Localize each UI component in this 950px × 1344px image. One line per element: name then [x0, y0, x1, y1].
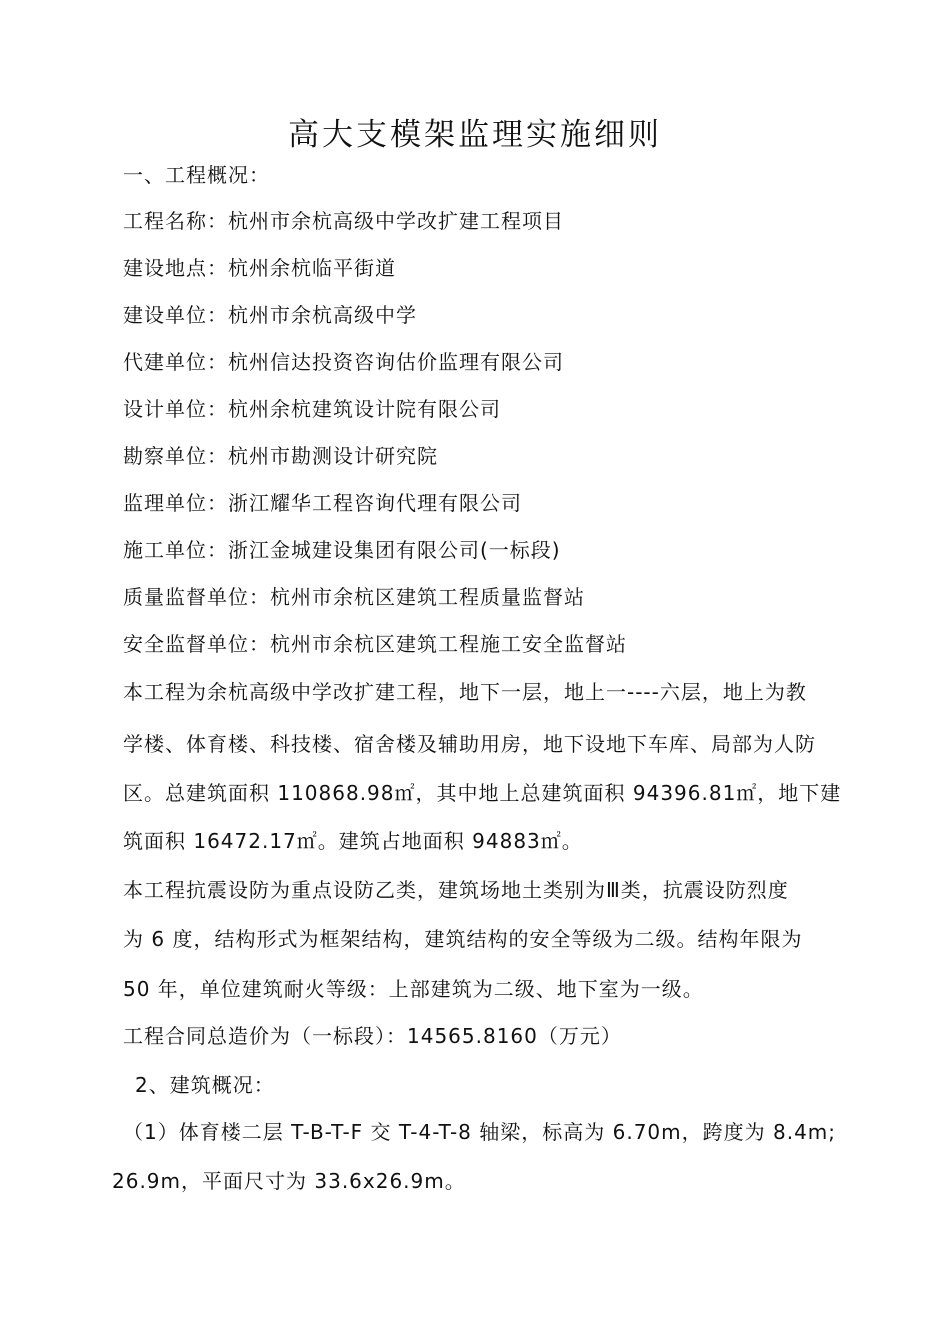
paragraph-line: 为 6 度，结构形式为框架结构，建筑结构的安全等级为二级。结构年限为	[123, 927, 803, 951]
project-info-contractor: 施工单位：浙江金城建设集团有限公司(一标段)	[123, 538, 561, 562]
project-info-owner: 建设单位：杭州市余杭高级中学	[123, 303, 417, 327]
section-heading-overview: 一、工程概况：	[123, 163, 270, 187]
paragraph-line: 本工程抗震设防为重点设防乙类，建筑场地土类别为Ⅲ类，抗震设防烈度	[123, 878, 789, 902]
paragraph-line: 学楼、体育楼、科技楼、宿舍楼及辅助用房，地下设地下车库、局部为人防	[123, 732, 816, 756]
paragraph-line: 本工程为余杭高级中学改扩建工程，地下一层，地上一----六层，地上为教	[123, 680, 807, 704]
paragraph-line: 50 年，单位建筑耐火等级：上部建筑为二级、地下室为一级。	[123, 977, 704, 1001]
paragraph-line: （1）体育楼二层 T-B-T-F 交 T-4-T-8 轴梁，标高为 6.70m，跨度为 8.4m;	[123, 1120, 837, 1144]
document-title: 高大支模架监理实施细则	[288, 117, 662, 153]
paragraph-line: 筑面积 16472.17㎡。建筑占地面积 94883㎡。	[123, 829, 583, 853]
project-info-name: 工程名称：杭州市余杭高级中学改扩建工程项目	[123, 209, 564, 233]
project-info-quality-supervision: 质量监督单位：杭州市余杭区建筑工程质量监督站	[123, 585, 585, 609]
contract-price: 工程合同总造价为（一标段）：14565.8160（万元）	[123, 1024, 622, 1048]
project-info-safety-supervision: 安全监督单位：杭州市余杭区建筑工程施工安全监督站	[123, 632, 627, 656]
section-heading-building: 2、建筑概况：	[135, 1073, 275, 1097]
project-info-surveyor: 勘察单位：杭州市勘测设计研究院	[123, 444, 438, 468]
project-info-supervisor: 监理单位：浙江耀华工程咨询代理有限公司	[123, 491, 522, 515]
paragraph-line: 区。总建筑面积 110868.98㎡，其中地上总建筑面积 94396.81㎡，地下建	[123, 781, 842, 805]
project-info-designer: 设计单位：杭州余杭建筑设计院有限公司	[123, 397, 501, 421]
project-info-location: 建设地点：杭州余杭临平街道	[123, 256, 396, 280]
paragraph-line: 26.9m，平面尺寸为 33.6x26.9m。	[112, 1169, 466, 1193]
project-info-agent: 代建单位：杭州信达投资咨询估价监理有限公司	[123, 350, 564, 374]
